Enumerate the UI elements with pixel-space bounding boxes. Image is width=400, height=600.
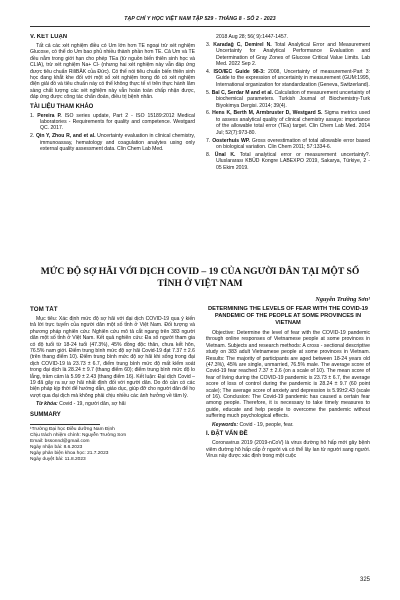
reference-item <box>206 90 370 109</box>
footnote-email: Email: bssonnd@gmail.com <box>30 438 90 444</box>
article-title: MỨC ĐỘ SỢ HÃI VỚI DỊCH COVID – 19 CỦA NGƯỜI DÂN TẠI MỘT SỐ TỈNH Ở VIỆT NAM <box>40 266 360 289</box>
reference-continuation: 2018 Aug 28; 56( 9):1447-1457. <box>216 34 288 40</box>
intro-text: Coronavirus 2019 (2019-nCoV) là virus đường hô hấp mới gây bệnh viêm đường hô hấp cấp ở người và có thể lây lan từ người sang người. Virus này được xác định trong một cuộc <box>206 440 370 459</box>
conclusion-text: Tất cả các xét nghiệm điều có Um lớn hơn TE ngoại trừ xét nghiệm Glucose, có thể do Um bao phủ nhiều thành phần hơn TE. Cả Um và TE đều nằm trong giới hạn cho phép TEa (từ nguồn biến thiên sinh học và CLIA), trừ xét nghiệm Na+ Cl- (nhưng hai xét nghiệm này vẫn đáp ứng được tiêu chuẩn RiliBÄK của Đức). Có thể nói tiêu chuẩn biến thiên sinh học đang khắt khe đối với một số xét nghiệm trong đó có xét nghiệm điện giải đồ và tiêu chuẩn này có thể không thực tế vì trên thực hành lâm sàng chất lượng các xét nghiệm này vẫn hoàn toàn chấp nhận được, đáp ứng được công tác chẩn đoán, điều trị bệnh nhân. <box>30 43 195 101</box>
keywords-vi-text: Covid - 19, người dân, sợ hãi <box>59 401 126 408</box>
bottom-left-column <box>30 306 195 556</box>
reference-number: 6. <box>206 110 211 117</box>
abstract-en-text: Objective: Determine the level of fear with the COVID-19 pandemic through online responses of Vietnamese people at some provinces in Vietnam. Subjects and research methods: A cross - sectional descriptive study on 383 adult Vietnamese people at some provinces in Vietnam. Results: The majority of participants are aged between 18-24 years old (47.3%), 45% are single, unmarried, 76.5% male. The average score of Covid-19 fear reached 7.37 ± 2.6 (on a scale of 10). The mean score of fear of living during the COVID-19 pandemic is 23.73 ± 6.7, the average score of loss of control during the pandemic is 28.24 ± 9.7 (60 point scale); The average score of anxiety and depression is 5.99±2.43 (scale of 16). Conclusion: The Covid-19 pandemic has caused a certain fear among people. Therefore, it is necessary to take timely measures to guide, educate and help people to overcome the pandemic without suffering much psychological effects. <box>206 330 370 420</box>
reference-number: 3. <box>206 41 211 48</box>
reference-number: 7. <box>206 137 211 144</box>
abstract-vi-heading: TÓM TẮT <box>30 306 58 313</box>
summary-label: SUMMARY <box>30 411 61 418</box>
keywords-en-text: Covid - 19, people, fear. <box>239 421 294 428</box>
top-right-column <box>206 34 370 234</box>
reference-item <box>206 42 370 68</box>
footnote-affiliation: ¹Trường Đại học Điều dưỡng Nam Định <box>30 426 115 432</box>
reference-author: Hens K, Berth M, Armbruster D, Westgard S. <box>212 110 323 117</box>
reference-item <box>30 133 195 152</box>
article-title-block <box>30 266 370 290</box>
abstract-vi-text: Mục tiêu: Xác định mức độ sợ hãi với đại dịch COVID-19 qua ý kiến trả lời trực tuyến của người dân một số tỉnh ở Việt Nam. Đối tượng và phương pháp nghiên cứu: Nghiên cứu mô tả cắt ngang trên 383 người dân một số tỉnh ở Việt Nam. Kết quả nghiên cứu: Đa số người tham gia có độ tuổi từ 18-24 tuổi (47.3%), 45% đồng độc thân, chưa kết hôn, 76.5% nam giới. Điểm trung bình mức độ sợ hãi Covid-19 đạt 7.37 ± 2.6 (trên thang điểm 10). Điểm trung bình mức độ sợ hãi khi sống trong đại dịch COVID-19 là 23.73 ± 6.7, điểm trung bình mức độ mất kiểm soát trong đại dịch là 28.24 ± 9.7 (thang điểm 60); điểm trung bình mức độ lo lắng, trầm cảm là 5.99 ± 2.43 (thang điểm 16). Kết luận: Đại dịch Covid – 19 đã gây ra sự sợ hãi nhất định đối với người dân. Do đó cần có các biện pháp kịp thời để hướng dẫn, giáo dục, giúp đỡ cho người dân để họ vượt qua đại dịch mà không phải chịu nhiều các ảnh hưởng về tâm lý. <box>30 316 195 399</box>
reference-item <box>206 110 370 136</box>
top-left-column <box>30 34 195 240</box>
reference-number: 5. <box>206 89 211 96</box>
reference-number: 4. <box>206 69 211 76</box>
reference-author: Oosterhuis WP. <box>212 137 250 144</box>
footnote-divider <box>30 424 100 425</box>
reference-author: Pereira P. <box>37 112 62 119</box>
reference-number: 1. <box>30 112 35 119</box>
page-number: 325 <box>359 577 370 583</box>
reference-text: Sigma metrics used to assess analytical quality of clinical chemistry assays: importance of the allowable total error (TEa) target. Clin Chem Lab Med. 2014 Jul; 52(7):973-80. <box>216 110 370 136</box>
reference-number: 8. <box>206 151 211 158</box>
bottom-right-column <box>206 306 370 572</box>
reference-text: Total Analytical Error and Measurement Uncertainty for Analytical Performance Evaluation and Determination of Gray Zones of Glucose Critical Value Limits. Lab Med. 2022 Sep 2. <box>216 41 370 68</box>
reference-number: 2. <box>30 133 35 140</box>
reference-author: Karadağ C, Demirel N. <box>213 41 272 48</box>
reference-text: ISO series update, Part 2 - ISO 15189:2012 Medical laboratories - Requirements for quality and competence. Westgard QC. 2017. <box>40 112 195 132</box>
references-heading: TÀI LIỆU THAM KHẢO <box>30 103 94 110</box>
keywords-vi: Từ khóa: Covid - 19, người dân, sợ hãi <box>36 401 126 408</box>
reference-item <box>206 138 370 151</box>
conclusion-heading: V. KẾT LUẬN <box>30 34 68 40</box>
intro-heading: I. ĐẶT VẤN ĐỀ <box>206 431 248 438</box>
footnote-received: Ngày nhận bài: 8.6.2023 <box>30 444 83 450</box>
reference-author: Bal C, Serdar M and et al. <box>211 89 274 96</box>
article-author: Nguyễn Trường Sơn¹ <box>315 296 370 303</box>
reference-item <box>30 113 195 132</box>
footnote-reviewed: Ngày phản biện khoa học: 21.7.2023 <box>30 450 109 456</box>
reference-text: 2008, Uncertainty of measurement-Part 3: Guide to the expression of uncertainty in measurement (GUM:1995, International organization for standardization (Geneva, Switzerland). <box>216 69 370 88</box>
keywords-en: Keywords: Covid - 19, people, fear. <box>212 421 294 428</box>
reference-text: Gross overestimation of total allowable error based on biological variation. Clin Chem 2011; 57:1334-6. <box>216 137 370 150</box>
reference-author: ISO/IEC Guide 98-3: <box>213 69 265 76</box>
reference-author: Ünal K. <box>214 151 236 158</box>
reference-text: Calculation of measurement uncertainty of biochemical parameters. Turkish Journal of Biochemistry-Turk Biyokimya Dergisi. 2014; 39(4). <box>216 89 370 109</box>
reference-text: Total analytical error or measurement uncertainty?. Uluslararası KBÜD Kongre LABEXPO 2019, Sakarya, Türkiye, 2 - 05 Ekim 2019. <box>216 151 370 171</box>
reference-author: Qin Y, Zhou R, and et al. <box>35 133 96 140</box>
reference-text: Uncertainty evaluation in clinical chemistry, immunoassay, hematology and coagulation analytes using only external quality assessment data. Clin Chem Lab Med. <box>40 133 195 153</box>
abstract-en-title: DETERMINING THE LEVELS OF FEAR WITH THE COVID-19 PANDEMIC OF THE PEOPLE AT SOME PROVINCES IN VIETNAM <box>208 306 368 326</box>
reference-item <box>206 69 370 88</box>
reference-item <box>206 152 370 171</box>
footnote-accepted: Ngày duyệt bài: 11.8.2023 <box>30 456 86 462</box>
footnote-corresponding: Chịu trách nhiệm chính: Nguyễn Trường Sơn <box>30 432 127 438</box>
running-header: TẠP CHÍ Y HỌC VIỆT NAM TẬP 529 - THÁNG 8 - SỐ 2 - 2023 <box>30 14 370 27</box>
